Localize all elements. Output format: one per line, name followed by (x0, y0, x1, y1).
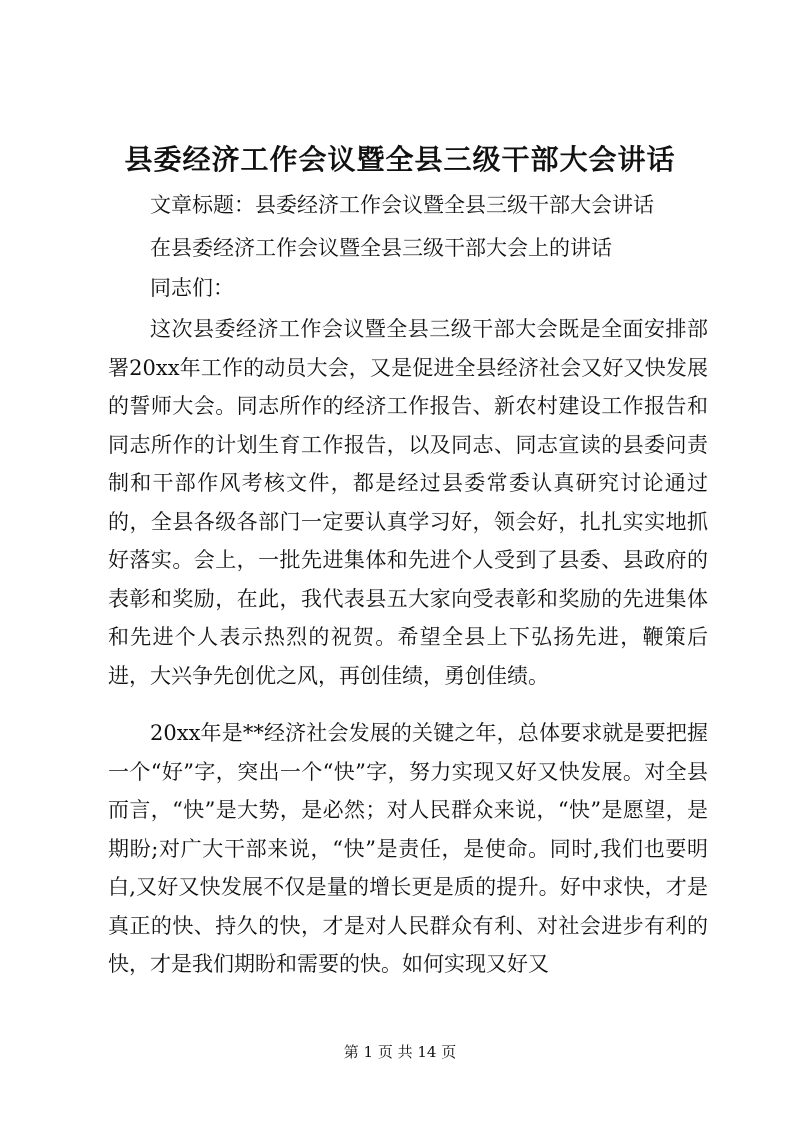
body-paragraph-2: 20xx年是**经济社会发展的关键之年，总体要求就是要把握一个“好”字，突出一个“快”字，努力实现又好又快发展。对全县而言，“快”是大势，是必然；对人民群众来说，“快”是愿望，是期盼;对广大干部来说，“快”是责任，是使命。同时,我们也要明白,又好又快发展不仅是量的增长更是质的提升。好中求快，才是真正的快、持久的快，才是对人民群众有利、对社会进步有利的快，才是我们期盼和需要的快。如何实现又好又 (108, 721, 708, 976)
article-title-line: 文章标题：县委经济工作会议暨全县三级干部大会讲话 (150, 193, 654, 217)
page-number-footer: 第 1 页 共 14 页 (343, 1043, 457, 1061)
document-title: 县委经济工作会议暨全县三级干部大会讲话 (124, 143, 676, 176)
speech-subtitle: 在县委经济工作会议暨全县三级干部大会上的讲话 (150, 236, 612, 260)
salutation: 同志们： (150, 276, 234, 300)
body-paragraph-1: 这次县委经济工作会议暨全县三级干部大会既是全面安排部署20xx年工作的动员大会，又是促进全县经济社会又好又快发展的誓师大会。同志所作的经济工作报告、新农村建设工作报告和同志所作的计划生育工作报告，以及同志、同志宣读的县委问责制和干部作风考核文件，都是经过县委常委认真研究讨论通过的，全县各级各部门一定要认真学习好，领会好，扎扎实实地抓好落实。会上，一批先进集体和先进个人受到了县委、县政府的表彰和奖励，在此，我代表县五大家向受表彰和奖励的先进集体和先进个人表示热烈的祝贺。希望全县上下弘扬先进，鞭策后进，大兴争先创优之风，再创佳绩，勇创佳绩。 (108, 317, 708, 688)
